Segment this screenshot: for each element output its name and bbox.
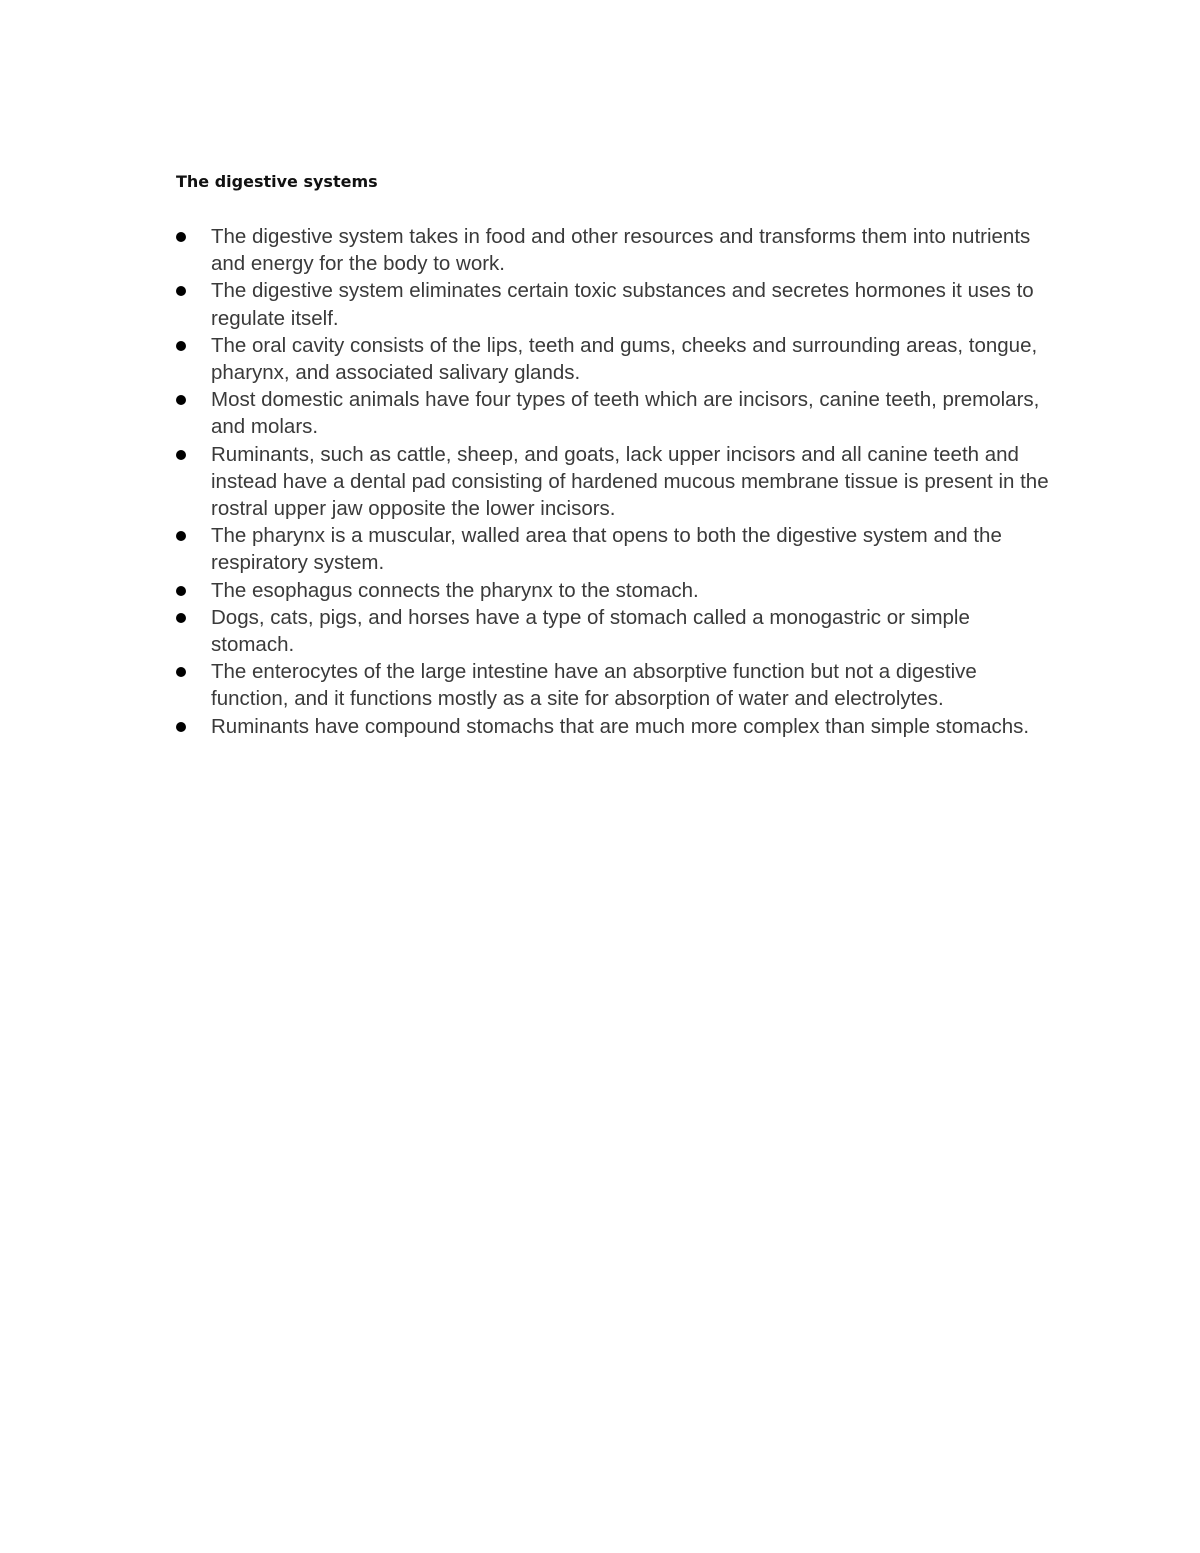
bullet-icon <box>176 341 186 351</box>
list-item <box>176 223 1056 277</box>
list-item-text: The enterocytes of the large intestine have an absorptive function but not a digestive function, and it functions mostly as a site for absorption of water and electrolytes. <box>211 660 977 711</box>
list-item <box>176 658 1056 712</box>
list-item-text: Dogs, cats, pigs, and horses have a type of stomach called a monogastric or simple stomach. <box>211 605 970 657</box>
bullet-icon <box>176 586 186 596</box>
bullet-icon <box>176 286 186 296</box>
bullet-icon <box>176 232 186 242</box>
list-item <box>176 522 1056 576</box>
list-item-text: Ruminants, such as cattle, sheep, and goats, lack upper incisors and all canine teeth and instead have a dental pad consisting of hardened mucous membrane tissue is present in the rostral upper jaw opposite the lower incisors. <box>211 442 1049 521</box>
list-item <box>176 577 1056 604</box>
list-item <box>176 386 1056 440</box>
list-item <box>176 713 1056 740</box>
bullet-icon <box>176 450 186 460</box>
list-item-text: The digestive system eliminates certain toxic substances and secretes hormones it uses to regulate itself. <box>211 279 1034 330</box>
list-item-text: The esophagus connects the pharynx to the stomach. <box>211 578 699 602</box>
bullet-icon <box>176 395 186 405</box>
bullet-list <box>176 223 1056 740</box>
bullet-icon <box>176 613 186 623</box>
list-item <box>176 604 1056 658</box>
document-title: The digestive systems <box>176 172 378 191</box>
list-item-text: Ruminants have compound stomachs that are much more complex than simple stomachs. <box>211 714 1030 738</box>
bullet-icon <box>176 531 186 541</box>
bullet-icon <box>176 722 186 732</box>
list-item <box>176 332 1056 386</box>
list-item-text: The digestive system takes in food and other resources and transforms them into nutrients and energy for the body to work. <box>211 225 1031 276</box>
list-item-text: The oral cavity consists of the lips, teeth and gums, cheeks and surrounding areas, tongue, pharynx, and associated salivary glands. <box>211 333 1038 385</box>
bullet-icon <box>176 667 186 677</box>
list-item <box>176 277 1056 331</box>
list-item-text: Most domestic animals have four types of teeth which are incisors, canine teeth, premolars, and molars. <box>211 388 1040 439</box>
list-item-text: The pharynx is a muscular, walled area that opens to both the digestive system and the respiratory system. <box>211 524 1002 575</box>
list-item <box>176 441 1056 523</box>
